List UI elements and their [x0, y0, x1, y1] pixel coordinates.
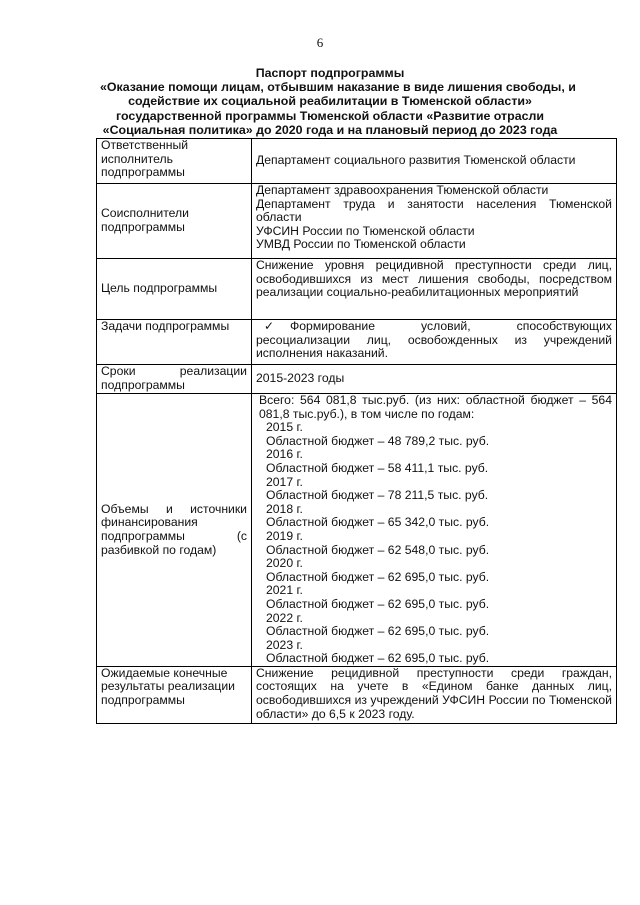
funding-line: Областной бюджет – 65 342,0 тыс. руб.: [266, 515, 490, 530]
funding-total: Всего: 564 081,8 тыс.руб. (из них: областной бюджет – 564 081,8 тыс.руб.), в том числе по годам:: [259, 393, 612, 421]
label-results: Ожидаемые конечные результаты реализации подпрограммы: [101, 665, 235, 708]
row-value: [252, 259, 617, 320]
label-period: Сроки реализации подпрограммы: [101, 364, 247, 392]
value-results: Снижение рецидивной преступности среди граждан, состоящих на учете в «Едином банке данных лиц, освободившихся из учреждений УФСИН России по Тюменской области» до 6,5 к 2023 году.: [256, 665, 612, 721]
coexecutor-item: УФСИН России по Тюменской области: [256, 223, 475, 238]
funding-line: Областной бюджет – 62 695,0 тыс. руб.: [266, 651, 490, 666]
funding-year: 2023 г.: [266, 637, 303, 652]
passport-table: [96, 138, 617, 724]
value-period: 2015-2023 годы: [256, 371, 345, 386]
row-value: [252, 394, 617, 667]
row-value: [252, 320, 617, 365]
row-responsible: [97, 139, 617, 184]
row-label: [97, 259, 252, 320]
page-number: 6: [316, 35, 324, 50]
document-title: [100, 66, 576, 137]
row-tasks: [97, 320, 617, 365]
value-responsible: Департамент социального развития Тюменской области: [256, 153, 576, 168]
funding-year: 2018 г.: [266, 501, 303, 516]
coexecutor-item: УМВД России по Тюменской области: [256, 237, 466, 252]
task-text: Формирование условий, способствующих ресоциализации лиц, освобожденных из учреждений исполнения наказаний.: [256, 319, 612, 361]
funding-year: 2016 г.: [266, 447, 303, 462]
funding-line: Областной бюджет – 48 789,2 тыс. руб.: [266, 433, 490, 448]
funding-year: 2021 г.: [266, 583, 303, 598]
row-results: [97, 666, 617, 723]
title-line: «Социальная политика» до 2020 года и на плановый период до 2023 года: [102, 122, 558, 137]
funding-line: Областной бюджет – 62 695,0 тыс. руб.: [266, 624, 490, 639]
funding-year: 2022 г.: [266, 610, 303, 625]
title-line: государственной программы Тюменской области «Развитие отрасли: [116, 108, 544, 123]
funding-years: [256, 421, 612, 666]
row-value: [252, 365, 617, 394]
row-value: [252, 666, 617, 723]
label-coexecutors: Соисполнители подпрограммы: [101, 206, 189, 234]
row-funding: [97, 394, 617, 667]
checkmark-icon: ✓: [264, 319, 275, 333]
title-line: содействие их социальной реабилитации в Тюменской области»: [128, 94, 532, 109]
value-goal: Снижение уровня рецидивной преступности среди лиц, освободившихся из мест лишения свободы, посредством реализации социально-реабилитационных мероприятий: [256, 258, 612, 300]
funding-year: 2020 г.: [266, 556, 303, 571]
funding-year: 2019 г.: [266, 528, 303, 543]
row-value: [252, 184, 617, 259]
row-goal: [97, 259, 617, 320]
label-responsible: Ответственный исполнитель подпрограммы: [101, 138, 189, 180]
coexecutor-item: Департамент здравоохранения Тюменской области: [256, 183, 549, 197]
title-line: Паспорт подпрограммы: [255, 66, 405, 80]
row-label: [97, 666, 252, 723]
label-goal: Цель подпрограммы: [101, 281, 218, 296]
row-label: [97, 365, 252, 394]
funding-line: Областной бюджет – 62 548,0 тыс. руб.: [266, 542, 490, 557]
row-label: [97, 139, 252, 184]
row-label: [97, 394, 252, 667]
row-coexecutors: [97, 184, 617, 259]
label-tasks: Задачи подпрограммы: [101, 319, 230, 333]
label-funding: Объемы и источники финансирования подпрограммы (с разбивкой по годам): [101, 501, 247, 557]
row-label: [97, 184, 252, 259]
title-line: «Оказание помощи лицам, отбывшим наказание в виде лишения свободы, и: [100, 80, 576, 95]
row-period: [97, 365, 617, 394]
funding-line: Областной бюджет – 62 695,0 тыс. руб.: [266, 569, 490, 584]
value-tasks: [256, 320, 612, 361]
funding-year: 2017 г.: [266, 474, 303, 489]
funding-year: 2015 г.: [266, 420, 303, 435]
funding-line: Областной бюджет – 62 695,0 тыс. руб.: [266, 596, 490, 611]
row-label: [97, 320, 252, 365]
funding-line: Областной бюджет – 58 411,1 тыс. руб.: [266, 460, 489, 475]
funding-line: Областной бюджет – 78 211,5 тыс. руб.: [266, 488, 489, 503]
coexecutor-item: Департамент труда и занятости населения Тюменской области: [256, 196, 612, 225]
row-value: [252, 139, 617, 184]
